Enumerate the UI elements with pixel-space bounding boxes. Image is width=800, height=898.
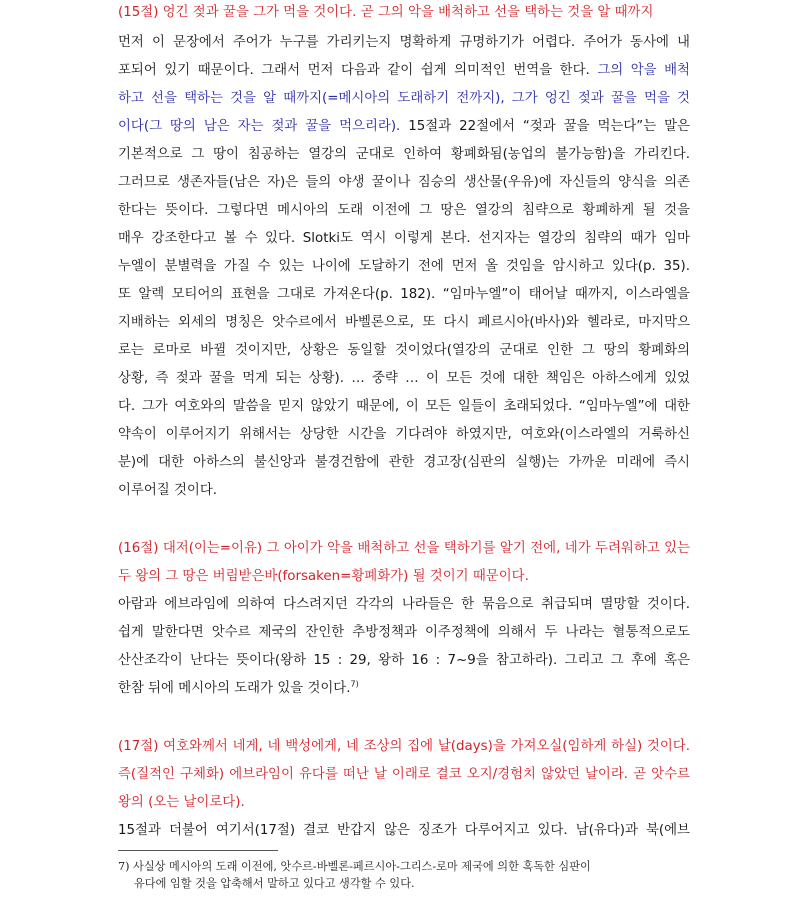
footnote-line-1: 7) 사실상 메시아의 도래 이전에, 앗수르-바벨론-페르시아-그리스-로마 제국에 의한 혹독한 심판이 bbox=[118, 860, 591, 873]
verse15-line-16: 분)에 대한 아하스의 불신앙과 불경건함에 관한 경고장(심판의 실행)는 가까운 미래에 즉시 bbox=[118, 455, 690, 470]
footnote-line-2: 유다에 임할 것을 압축해서 말하고 있다고 생각할 수 있다. bbox=[134, 877, 415, 890]
verse15-heading: (15절) 엉긴 젖과 꿀을 그가 먹을 것이다. 곧 그의 악을 배척하고 선을 택하는 것을 알 때까지 bbox=[118, 5, 654, 20]
verse16-line-3: 산산조각이 난다는 뜻이다(왕하 15 : 29, 왕하 16 : 7~9을 참고하라). 그리고 그 후에 혹은 bbox=[118, 653, 690, 668]
translation-span: 그의 악을 배척 bbox=[597, 63, 690, 78]
verse15-line-2 bbox=[118, 58, 690, 84]
verse15-line-8: 매우 강조한다고 볼 수 있다. Slotki도 역시 이렇게 본다. 선지자는 열강의 침략의 때가 임마 bbox=[118, 231, 690, 246]
verse15-line-14: 다. 그가 여호와의 말씀을 믿지 않았기 때문에, 이 모든 일들이 초래되었다. “임마누엘”에 대한 bbox=[118, 399, 690, 414]
verse15-line-5: 기본적으로 그 땅이 침공하는 열강의 군대로 인하여 황폐화됨(농업의 불가능함)을 가리킨다. bbox=[118, 147, 690, 162]
verse17-line-1: 15절과 더불어 여기서(17절) 결코 반갑지 않은 징조가 다루어지고 있다. 남(유다)과 북(에브 bbox=[118, 823, 690, 838]
verse15-line-10: 또 알렉 모티어의 표현을 그대로 가져온다(p. 182). “임마누엘”이 태어날 때까지, 이스라엘을 bbox=[118, 287, 690, 302]
verse16-line-1: 아람과 에브라임에 의하여 다스려지던 각각의 나라들은 한 묶음으로 취급되며 멸망할 것이다. bbox=[118, 597, 690, 612]
footnote-ref[interactable]: 7) bbox=[350, 679, 359, 689]
text-span: 포되어 있기 때문이다. 그래서 먼저 다음과 같이 쉽게 의미적인 번역을 한다. bbox=[118, 63, 598, 78]
verse15-line-6: 그러므로 생존자들(남은 자)은 들의 야생 꿀이나 짐승의 생산물(우유)에 자신들의 양식을 의존 bbox=[118, 175, 690, 190]
verse15-line-7: 한다는 뜻이다. 그렇다면 메시아의 도래 이전에 그 땅은 열강의 침략으로 황폐하게 될 것을 bbox=[118, 203, 690, 218]
footnote-divider bbox=[118, 850, 278, 851]
verse17-heading-1: (17절) 여호와께서 네게, 네 백성에게, 네 조상의 집에 날(days)을 가져오실(임하게 하실) 것이다. bbox=[118, 739, 690, 754]
verse15-line-15: 약속이 이루어지기 위해서는 상당한 시간을 기다려야 하였지만, 여호와(이스라엘의 거룩하신 bbox=[118, 427, 690, 442]
verse16-heading-2: 두 왕의 그 땅은 버림받은바(forsaken=황폐화가) 될 것이기 때문이다. bbox=[118, 569, 529, 584]
verse15-line-9: 누엘이 분별력을 가질 수 있는 나이에 도달하기 전에 먼저 올 것임을 암시하고 있다(p. 35). bbox=[118, 259, 690, 274]
verse15-line-11: 지배하는 외세의 명칭은 앗수르에서 바벨론으로, 또 다시 페르시아(바사)와 헬라로, 마지막으 bbox=[118, 315, 690, 330]
verse15-line-13: 상황, 즉 젖과 꿀을 먹게 되는 상황). … 중략 … 이 모든 것에 대한 책임은 아하스에게 있었 bbox=[118, 371, 690, 386]
verse16-line-4 bbox=[118, 676, 690, 702]
verse15-line-12: 로는 로마로 바뀔 것이지만, 상황은 동일할 것이었다(열강의 군대로 인한 그 땅의 황폐화의 bbox=[118, 343, 690, 358]
verse17-heading-3: 왕의 (오는 날이로다). bbox=[118, 795, 245, 810]
text-span: 15절과 22절에서 “젖과 꿀을 먹는다”는 말은 bbox=[400, 119, 690, 134]
verse15-line-17: 이루어질 것이다. bbox=[118, 483, 218, 498]
verse15-line-3: 하고 선을 택하는 것을 알 때까지(=메시아의 도래하기 전까지), 그가 엉긴 젖과 꿀을 먹을 것 bbox=[118, 91, 690, 106]
verse16-line-2: 쉽게 말한다면 앗수르 제국의 잔인한 추방정책과 이주정책에 의해서 두 나라는 혈통적으로도 bbox=[118, 625, 690, 640]
text-span: 한참 뒤에 메시아의 도래가 있을 것이다. bbox=[118, 681, 351, 696]
verse15-line-4 bbox=[118, 114, 690, 140]
verse15-line-1: 먼저 이 문장에서 주어가 누구를 가리키는지 명확하게 규명하기가 어렵다. 주어가 동사에 내 bbox=[118, 35, 690, 50]
verse16-heading-1: (16절) 대저(이는=이유) 그 아이가 악을 배척하고 선을 택하기를 알기 전에, 네가 두려워하고 있는 bbox=[118, 541, 690, 556]
verse17-heading-2: 즉(질적인 구체화) 에브라임이 유다를 떠난 날 이래로 결코 오지/경험치 않았던 날이라. 곧 앗수르 bbox=[118, 767, 690, 782]
translation-span: 이다(그 땅의 남은 자는 젖과 꿀을 먹으리라). bbox=[118, 119, 401, 134]
